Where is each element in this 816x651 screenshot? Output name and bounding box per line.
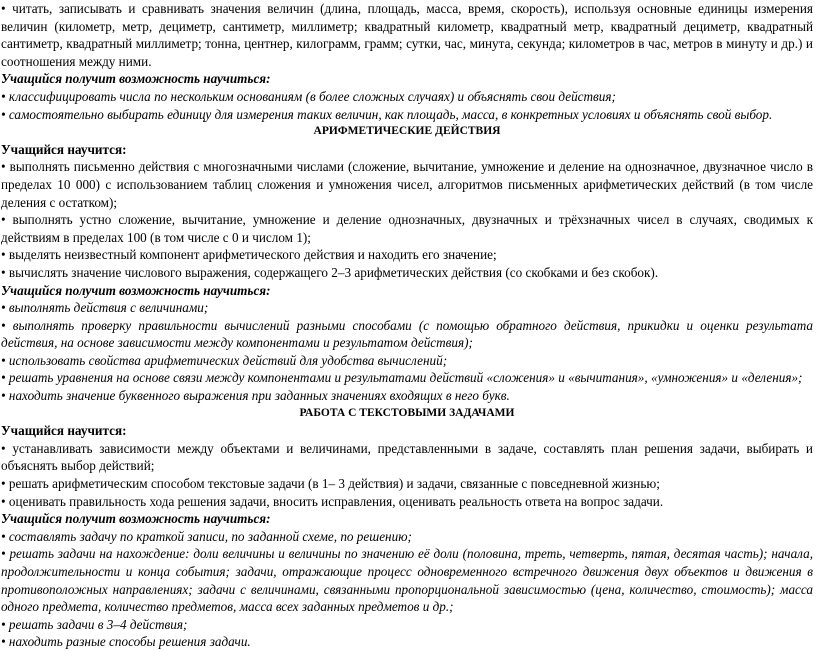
learn-heading: Учащийся научится: — [1, 423, 127, 439]
section-heading-text-problems: РАБОТА С ТЕКСТОВЫМИ ЗАДАЧАМИ — [299, 406, 515, 419]
list-item: • выполнять действия с величинами; — [1, 300, 209, 316]
list-item: • использовать свойства арифметических действий для удобства вычислений; — [1, 352, 448, 368]
list-item: • находить значение буквенного выражения при заданных значениях входящих в него букв. — [1, 388, 510, 404]
list-item: • устанавливать зависимости между объектами и величинами, представленными в задаче, составлять план решения задачи, выбирать и объяснять выбор действий; — [1, 440, 813, 474]
list-item: • выделять неизвестный компонент арифметического действия и находить его значение; — [1, 247, 497, 263]
opportunity-heading: Учащийся получит возможность научиться: — [1, 282, 271, 298]
list-item: • классифицировать числа по нескольким основаниям (в более сложных случаях) и объяснять свои действия; — [1, 88, 616, 104]
section-heading-arithmetic: АРИФМЕТИЧЕСКИЕ ДЕЙСТВИЯ — [313, 125, 501, 138]
list-item: • самостоятельно выбирать единицу для измерения таких величин, как площадь, масса, в конкретных условиях и объяснять свой выбор. — [1, 106, 773, 122]
units-paragraph: • читать, записывать и сравнивать значения величин (длина, площадь, масса, время, скорость), используя основные единицы измерения величин (километр, метр, дециметр, сантиметр, миллиметр; квадратный километр, квадратный метр, квадратный дециметр, квадратный сантиметр, квадратный миллиметр; тонна, центнер, килограмм, грамм; сутки, час, минута, секунда; километров в час, метров в минуту и др.) и соотношения между ними. — [1, 1, 813, 69]
list-item: • решать уравнения на основе связи между компонентами и результатами действий «сложения» и «вычитания», «умножения» и «деления»; — [1, 370, 803, 386]
list-item: • оценивать правильность хода решения задачи, вносить исправления, оценивать реальность ответа на вопрос задачи. — [1, 493, 664, 509]
list-item: • выполнять проверку правильности вычислений разными способами (с помощью обратного действия, прикидки и оценки результата действия, на основе зависимости между компонентами и результатом действия); — [1, 317, 813, 351]
list-item: • решать задачи на нахождение: доли величины и величины по значению её доли (половина, треть, четверть, пятая, десятая часть); начала, продолжительности и конца события; задачи, отражающие процесс одновременного встречного движения двух объектов и движения в противоположных направлениях; задачи с величинами, связанными пропорциональной зависимостью (цена, количество, стоимость); масса одного предмета, количество предметов, масса всех заданных предметов и др.; — [1, 546, 813, 615]
list-item: • находить разные способы решения задачи. — [1, 634, 251, 650]
list-item: • вычислять значение числового выражения, содержащего 2–3 арифметических действия (со скобками и без скобок). — [1, 264, 659, 280]
list-item: • выполнять устно сложение, вычитание, умножение и деление однозначных, двузначных и трёхзначных чисел в случаях, сводимых к действиям в пределах 100 (в том числе с 0 и числом 1); — [1, 212, 813, 245]
list-item: • составлять задачу по краткой записи, по заданной схеме, по решению; — [1, 528, 412, 544]
learn-heading: Учащийся научится: — [1, 141, 127, 157]
list-item: • решать арифметическим способом текстовые задачи (в 1– 3 действия) и задачи, связанные с повседневной жизнью; — [1, 476, 660, 492]
opportunity-heading: Учащийся получит возможность научиться: — [1, 511, 271, 527]
opportunity-heading: Учащийся получит возможность научиться: — [1, 71, 271, 87]
list-item: • выполнять письменно действия с многозначными числами (сложение, вычитание, умножение и деление на однозначное, двузначное число в пределах 10 000) с использованием таблиц сложения и умножения чисел, алгоритмов письменных арифметических действий (в том числе деления с остатком); — [1, 159, 813, 210]
list-item: • решать задачи в 3–4 действия; — [1, 616, 188, 632]
